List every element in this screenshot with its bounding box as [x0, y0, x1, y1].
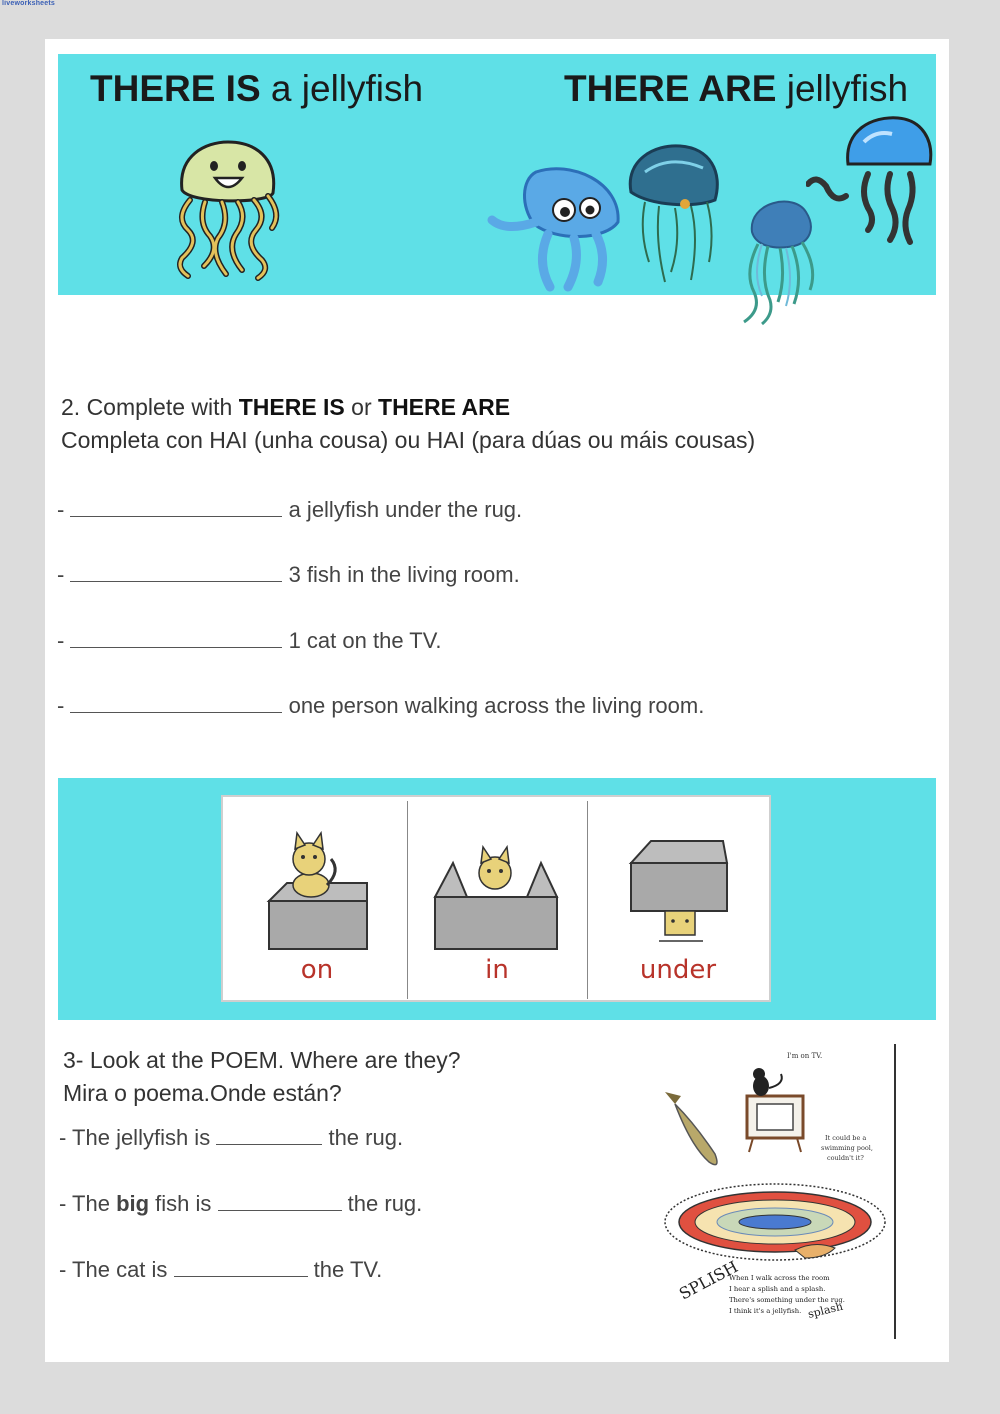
- header-banner: [58, 54, 936, 295]
- prep-cell-under: [587, 801, 769, 999]
- splish-text: SPLISH: [675, 1256, 742, 1304]
- exercise-3-title: 3- Look at the POEM. Where are they?: [63, 1047, 461, 1073]
- answer-blank[interactable]: [70, 694, 282, 713]
- splash-text: splash: [806, 1299, 845, 1321]
- answer-blank[interactable]: [174, 1258, 308, 1277]
- exercise-3-item: - The big fish is the rug.: [59, 1191, 423, 1216]
- there-are-heading: THERE ARE jellyfish: [564, 68, 909, 109]
- prepositions-band: [58, 778, 936, 1020]
- cat-in-box-icon: [407, 801, 587, 951]
- answer-blank[interactable]: [70, 629, 282, 648]
- watermark: liveworksheets: [2, 0, 55, 7]
- cat-under-box-icon: [587, 801, 769, 951]
- poem-line: I hear a splish and a splash.: [729, 1285, 826, 1293]
- cat-on-box-icon: [227, 801, 407, 951]
- answer-blank[interactable]: [70, 563, 282, 582]
- side-note-3: couldn't it?: [827, 1154, 864, 1162]
- prepositions-card: [221, 795, 771, 1002]
- poem-illustration: [655, 1044, 901, 1339]
- exercise-3-item: - The cat is the TV.: [59, 1257, 383, 1282]
- prep-cell-in: [407, 801, 588, 999]
- exercise-2-item: - 1 cat on the TV.: [57, 628, 442, 653]
- cartoon-jellyfish-icon: [486, 162, 626, 297]
- prep-cell-on: [227, 801, 408, 999]
- poem-line: There's something under the rug.: [729, 1296, 845, 1304]
- there-is-heading: THERE IS a jellyfish: [90, 68, 424, 109]
- worksheet-page: [45, 39, 949, 1362]
- exercise-3-instructions: [63, 1044, 461, 1110]
- exercise-2-item: - a jellyfish under the rug.: [57, 497, 523, 522]
- side-note-2: swimming pool,: [821, 1144, 873, 1152]
- smiling-jellyfish-icon: [170, 138, 285, 283]
- exercise-2-item: - 3 fish in the living room.: [57, 562, 520, 587]
- poem-scene-icon: [655, 1044, 901, 1339]
- poem-line: I think it's a jellyfish.: [729, 1307, 802, 1315]
- prep-label-under: under: [639, 955, 717, 985]
- prep-label-in: in: [485, 955, 509, 985]
- dome-jellyfish-icon: [625, 142, 725, 287]
- exercise-2-instructions: [61, 391, 755, 457]
- answer-blank[interactable]: [218, 1192, 342, 1211]
- exercise-3-item: - The jellyfish is the rug.: [59, 1125, 404, 1150]
- exercise-2-title: 2. Complete with THERE IS or THERE ARE: [61, 394, 511, 420]
- tv-note: I'm on TV.: [787, 1052, 823, 1060]
- answer-blank[interactable]: [216, 1126, 322, 1145]
- exercise-2-subtitle: Completa con HAI (unha cousa) ou HAI (para dúas ou máis cousas): [61, 427, 756, 453]
- poem-line: When I walk across the room: [729, 1274, 830, 1282]
- side-note-1: It could be a: [825, 1134, 867, 1142]
- exercise-3-subtitle: Mira o poema.Onde están?: [63, 1080, 342, 1106]
- prep-label-on: on: [300, 955, 334, 985]
- exercise-2-item: - one person walking across the living room.: [57, 693, 705, 718]
- outline-jellyfish-icon: [806, 112, 936, 252]
- answer-blank[interactable]: [70, 498, 282, 517]
